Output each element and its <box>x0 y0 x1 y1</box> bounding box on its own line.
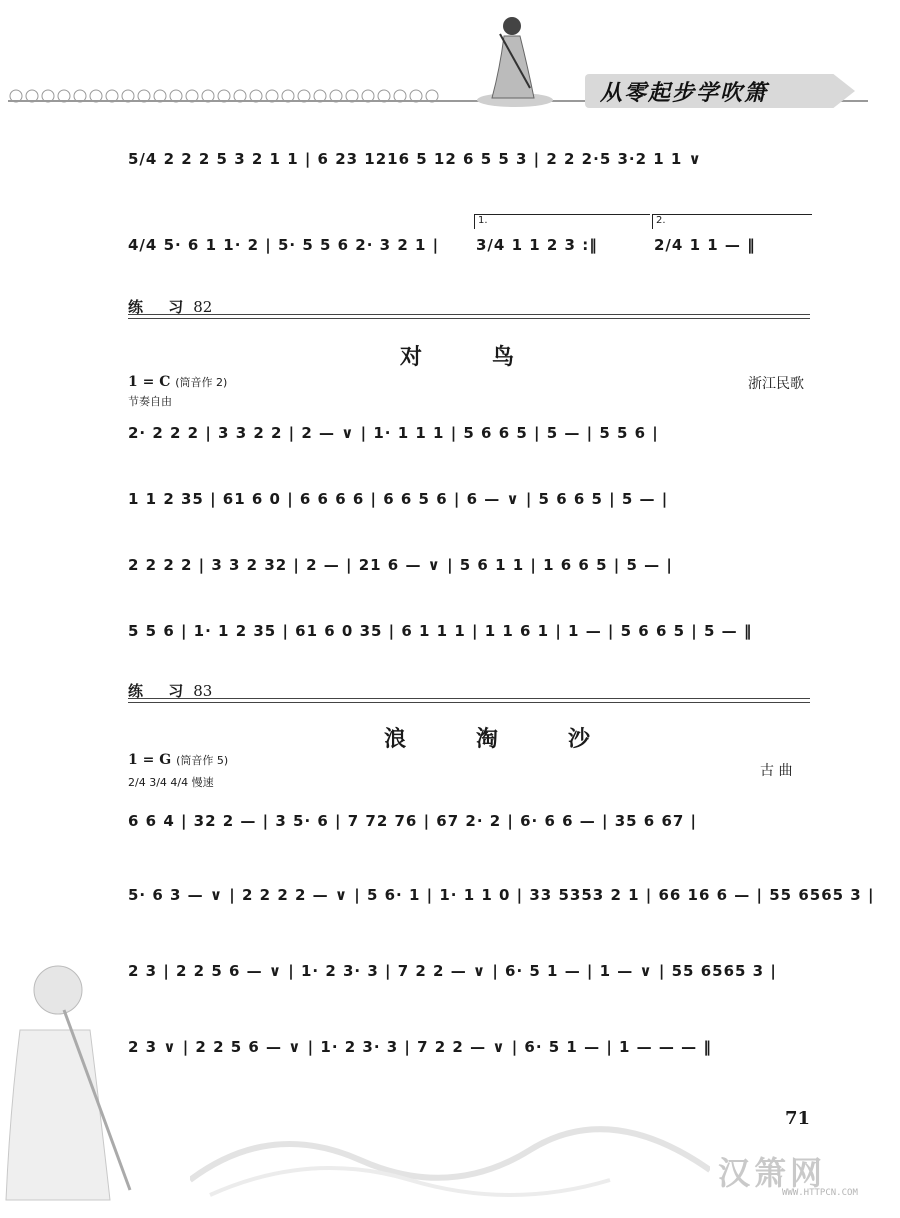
site-watermark-url: WWW.HTTPCN.COM <box>782 1188 858 1198</box>
song-title: 浪淘沙 <box>384 726 661 752</box>
score-line: 5 5 6 | 1· 1 2 35 | 61 6 0 35 | 6 1 1 1 | 1 1 6 1 | 1 — | 5 6 6 5 | 5 — ‖ <box>128 622 753 640</box>
song-origin: 古 曲 <box>760 763 793 779</box>
exercise-number: 82 <box>193 298 213 316</box>
score-line-volta1: 3/4 1 1 2 3 :‖ <box>476 236 598 254</box>
volta-bracket-2 <box>652 214 812 229</box>
volta-label: 2. <box>656 215 666 226</box>
score-line: 2 3 | 2 2 5 6 — ∨ | 1· 2 3· 3 | 7 2 2 — ∨ | 6· 5 1 — | 1 — ∨ | 55 6565 3 | <box>128 962 777 980</box>
series-title: 从零起步学吹箫 <box>600 81 769 106</box>
song-origin: 浙江民歌 <box>748 376 804 392</box>
exercise-label: 练 习 <box>128 298 194 316</box>
key-value: 1 = G <box>128 752 172 768</box>
tempo-marking: 节奏自由 <box>128 395 172 408</box>
score-line: 5· 6 3 — ∨ | 2 2 2 2 — ∨ | 5 6· 1 | 1· 1 1 0 | 33 5353 2 1 | 66 16 6 — | 55 6565 3 | <box>128 886 875 904</box>
volta-bracket-1 <box>474 214 650 229</box>
meter-and-tempo <box>128 774 214 790</box>
score-line-volta2: 2/4 1 1 — ‖ <box>654 236 756 254</box>
song-title: 对鸟 <box>400 344 585 370</box>
meter: 2/4 3/4 4/4 <box>128 776 189 789</box>
score-line: 2· 2 2 2 | 3 3 2 2 | 2 — ∨ | 1· 1 1 1 | 5 6 6 5 | 5 — | 5 5 6 | <box>128 424 659 442</box>
exercise-label: 练 习 <box>128 682 194 700</box>
flute-player-illustration <box>470 8 570 108</box>
exercise-rule <box>128 698 810 703</box>
score-line: 1 1 2 35 | 61 6 0 | 6 6 6 6 | 6 6 5 6 | 6 — ∨ | 5 6 6 5 | 5 — | <box>128 490 669 508</box>
volta-label: 1. <box>478 215 488 226</box>
exercise-number: 83 <box>193 682 213 700</box>
site-watermark: 汉箫网 <box>718 1154 827 1192</box>
page-number: 71 <box>785 1108 811 1129</box>
flute-player-illustration <box>0 950 140 1210</box>
key-note: (筒音作 5) <box>176 754 229 767</box>
exercise-rule <box>128 314 810 319</box>
tempo-marking: 慢速 <box>191 776 214 789</box>
key-note: (筒音作 2) <box>175 376 228 389</box>
decorative-swirl <box>190 1110 710 1200</box>
score-line: 6 6 4 | 32 2 — | 3 5· 6 | 7 72 76 | 67 2· 2 | 6· 6 6 — | 35 6 67 | <box>128 812 698 830</box>
score-line: 2 3 ∨ | 2 2 5 6 — ∨ | 1· 2 3· 3 | 7 2 2 — ∨ | 6· 5 1 — | 1 — — — ‖ <box>128 1038 712 1056</box>
score-line: 2 2 2 2 | 3 3 2 32 | 2 — | 21 6 — ∨ | 5 6 1 1 | 1 6 6 5 | 5 — | <box>128 556 673 574</box>
score-line: 4/4 5· 6 1 1· 2 | 5· 5 5 6 2· 3 2 1 | <box>128 236 440 254</box>
key-signature <box>128 752 228 768</box>
score-line: 5/4 2 2 2 5 3 2 1 1 | 6 23 1216 5 12 6 5 5 3 | 2 2 2·5 3·2 1 1 ∨ <box>128 150 702 168</box>
key-signature <box>128 374 227 390</box>
key-value: 1 = C <box>128 374 171 390</box>
